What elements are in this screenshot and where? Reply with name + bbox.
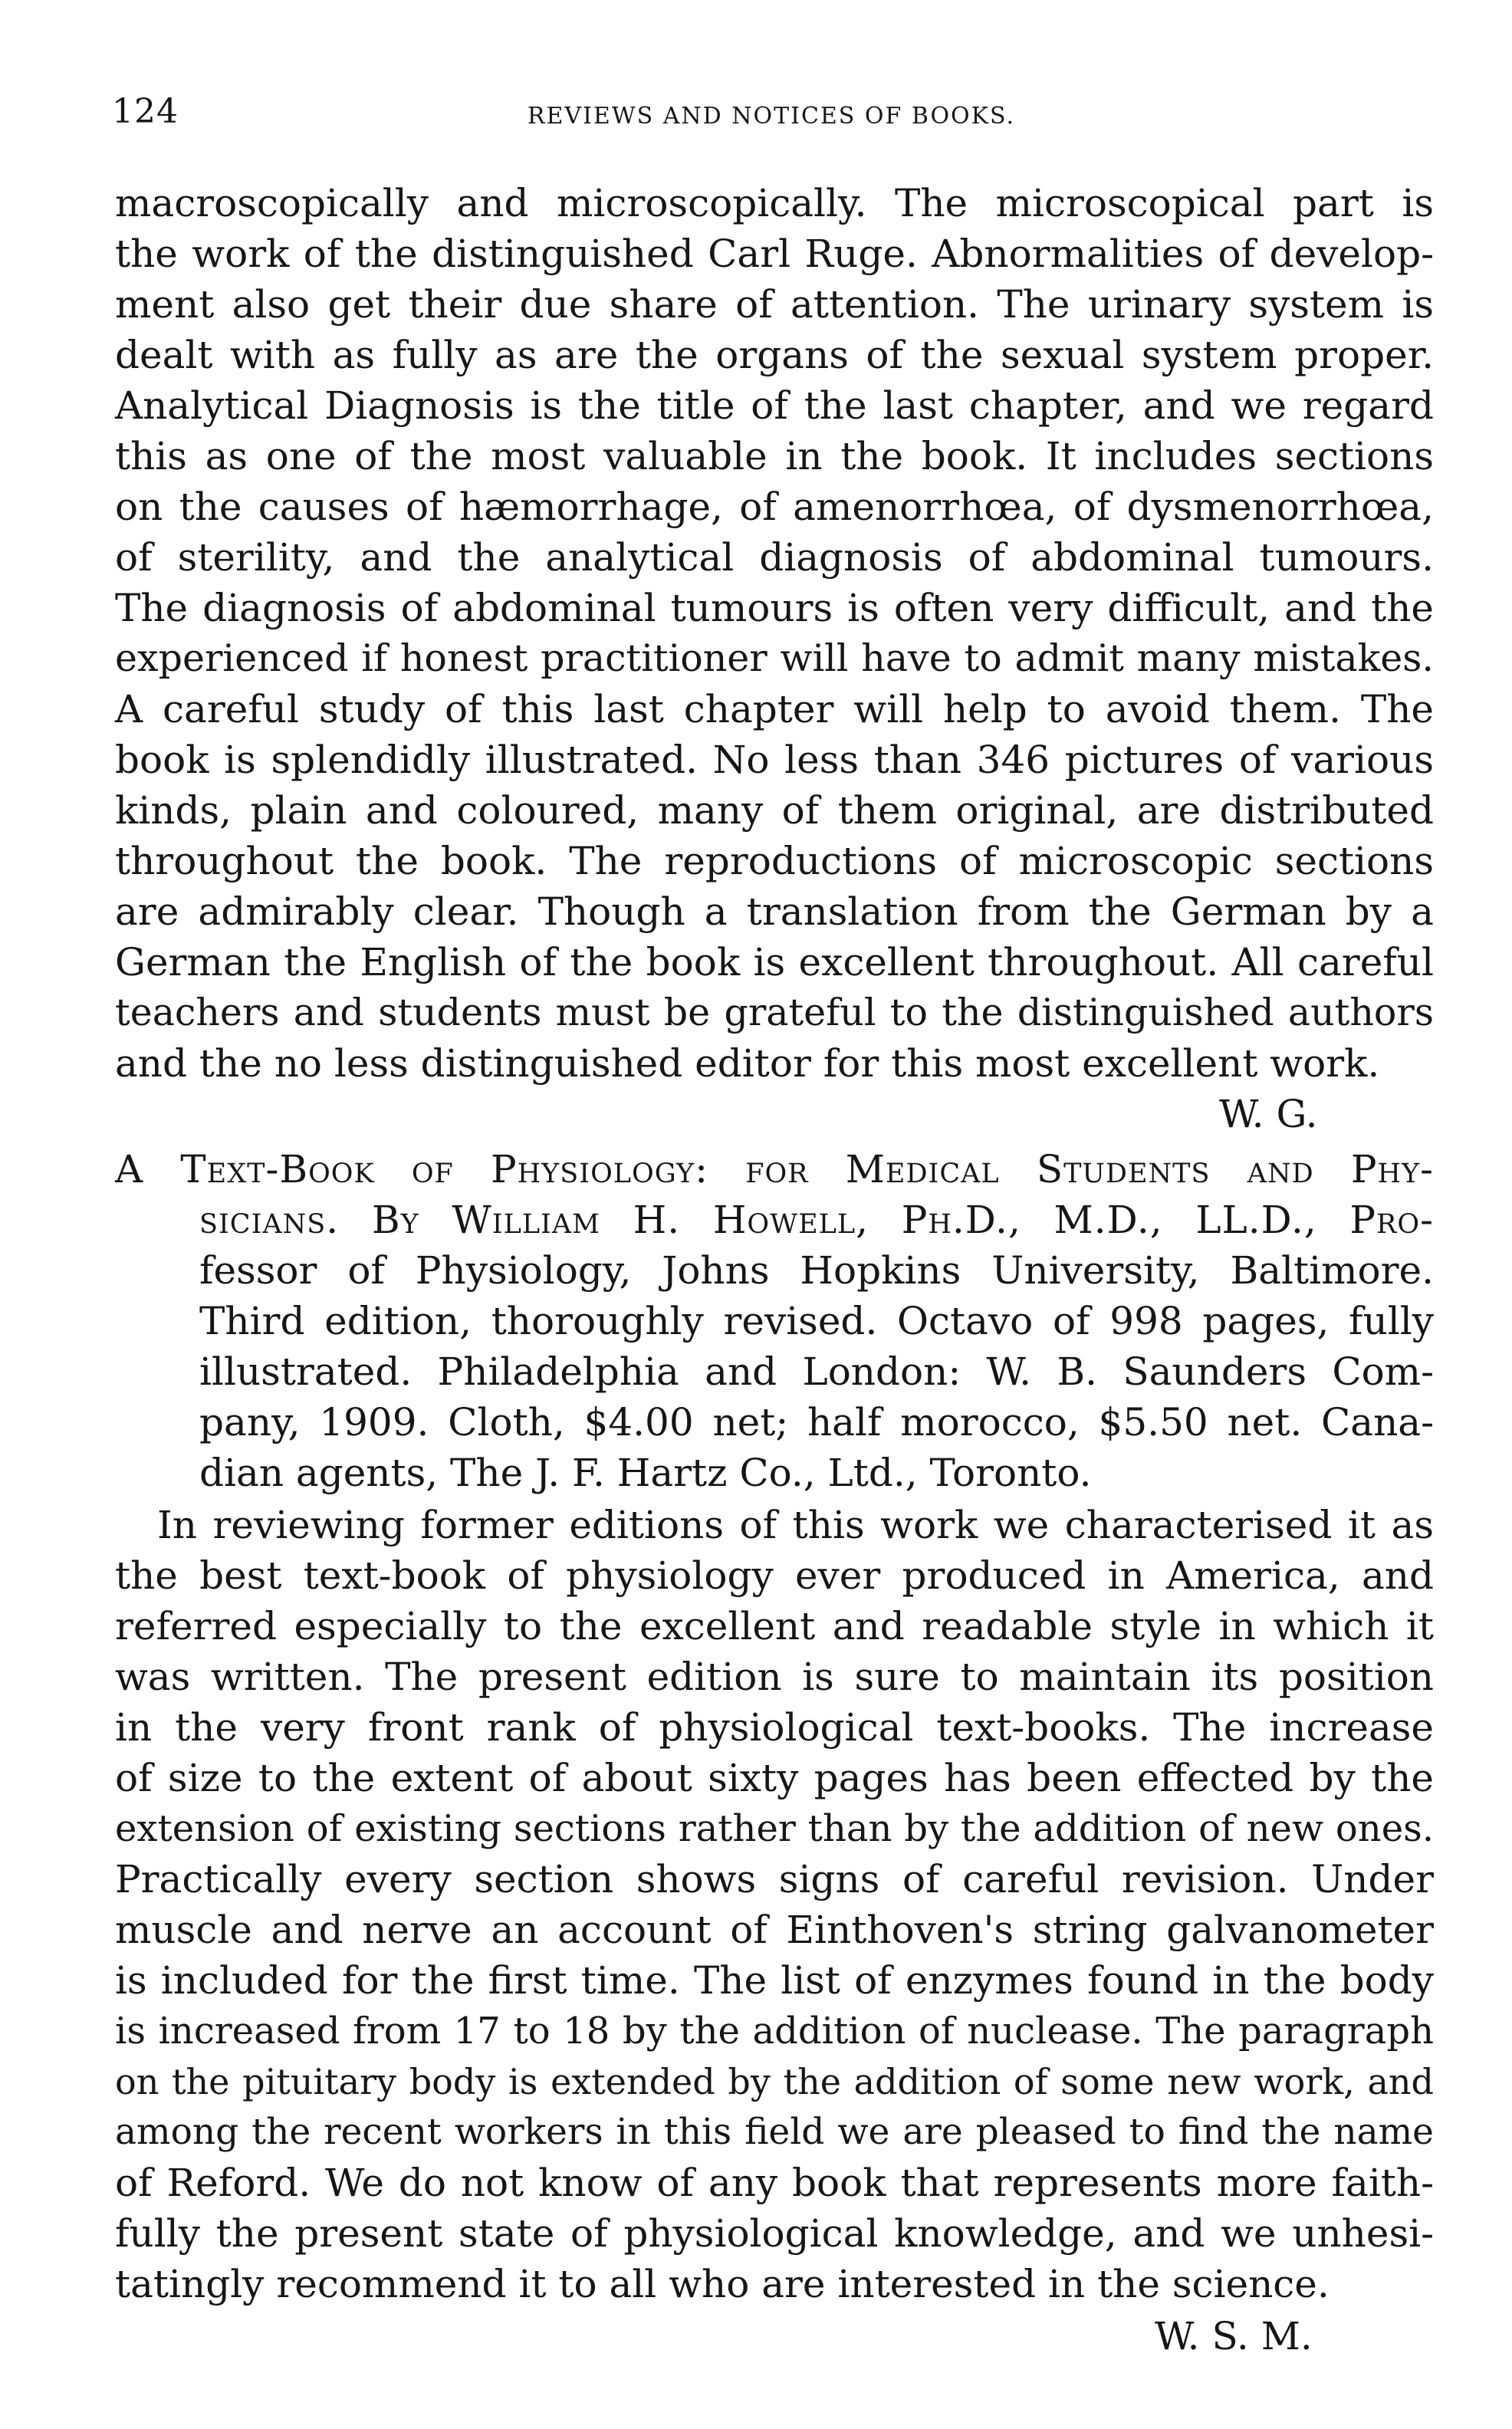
review1-line: The diagnosis of abdominal tumours is often very difficult, and the — [115, 586, 1434, 630]
book2-citation-line: pany, 1909. Cloth, $4.00 net; half morocco, $5.50 net. Cana- — [199, 1400, 1434, 1445]
book2-review-line: fully the present state of physiological knowledge, and we unhesi- — [115, 2211, 1434, 2256]
review1-line: macroscopically and microscopically. The microscopical part is — [115, 181, 1434, 225]
book2-citation-line: dian agents, The J. F. Hartz Co., Ltd., Toronto. — [199, 1451, 1092, 1495]
review1-line: teachers and students must be grateful to the distinguished authors — [115, 991, 1434, 1034]
book2-review-line: the best text-book of physiology ever produced in America, and — [115, 1553, 1434, 1598]
book2-review-line: of Reford. We do not know of any book that represents more faith- — [115, 2161, 1434, 2205]
book2-review-line: muscle and nerve an account of Einthoven's string galvanometer — [115, 1908, 1434, 1952]
book2-citation-line: sicians. By William H. Howell, Ph.D., M.D., LL.D., Pro- — [199, 1198, 1434, 1242]
review1-signature: W. G. — [1219, 1092, 1318, 1136]
book2-review-line: on the pituitary body is extended by the addition of some new work, and — [115, 2061, 1434, 2102]
book2-review-line: in the very front rank of physiological text-books. The increase — [115, 1705, 1434, 1750]
review1-line: experienced if honest practitioner will have to admit many mistakes. — [115, 636, 1434, 680]
book2-review-line: Practically every section shows signs of careful revision. Under — [115, 1857, 1434, 1901]
review1-line: on the causes of hæmorrhage, of amenorrhœa, of dysmenorrhœa, — [115, 485, 1434, 529]
book2-citation-line: Third edition, thoroughly revised. Octavo of 998 pages, fully — [199, 1299, 1434, 1343]
review1-line: dealt with as fully as are the organs of the sexual system proper. — [115, 333, 1434, 377]
page-header — [112, 92, 1431, 138]
review1-line: the work of the distinguished Carl Ruge. Abnormalities of develop- — [115, 232, 1434, 276]
page-number: 124 — [112, 92, 179, 131]
review1-line: are admirably clear. Though a translation from the German by a — [115, 889, 1434, 934]
book2-review-line: is increased from 17 to 18 by the addition of nuclease. The paragraph — [115, 2010, 1434, 2053]
review1-line: throughout the book. The reproductions of microscopic sections — [115, 839, 1434, 883]
book2-signature: W. S. M. — [1155, 2314, 1313, 2358]
review1-line: this as one of the most valuable in the book. It includes sections — [115, 434, 1434, 478]
review1-line: Analytical Diagnosis is the title of the last chapter, and we regard — [115, 383, 1434, 428]
book2-review-line: among the recent workers in this field we are pleased to find the name — [115, 2111, 1434, 2153]
review1-line: A careful study of this last chapter will help to avoid them. The — [115, 687, 1434, 731]
book2-citation-line: A Text-Book of Physiology: for Medical Students and Phy- — [115, 1147, 1434, 1191]
review1-line: German the English of the book is excellent throughout. All careful — [115, 940, 1434, 984]
book2-review-line: extension of existing sections rather than by the addition of new ones. — [115, 1807, 1434, 1850]
book2-review-line: of size to the extent of about sixty pages has been effected by the — [115, 1756, 1434, 1800]
review1-line: and the no less distinguished editor for this most excellent work. — [115, 1041, 1380, 1086]
review1-line: of sterility, and the analytical diagnosis of abdominal tumours. — [115, 535, 1434, 580]
book2-review-line: was written. The present edition is sure to maintain its position — [115, 1655, 1434, 1699]
book2-citation-line: illustrated. Philadelphia and London: W. B. Saunders Com- — [199, 1349, 1434, 1394]
book2-citation-line: fessor of Physiology, Johns Hopkins University, Baltimore. — [199, 1248, 1434, 1293]
book2-review-line: referred especially to the excellent and readable style in which it — [115, 1604, 1434, 1648]
review1-line: kinds, plain and coloured, many of them original, are distributed — [115, 788, 1434, 833]
book2-review-line: tatingly recommend it to all who are interested in the science. — [115, 2262, 1330, 2306]
review1-line: book is splendidly illustrated. No less than 346 pictures of various — [115, 738, 1434, 782]
book2-review-line: In reviewing former editions of this work we characterised it as — [157, 1503, 1434, 1547]
book2-review-line: is included for the first time. The list of enzymes found in the body — [115, 1958, 1434, 2003]
review1-line: ment also get their due share of attention. The urinary system is — [115, 282, 1434, 327]
running-head: REVIEWS AND NOTICES OF BOOKS. — [527, 103, 1016, 130]
